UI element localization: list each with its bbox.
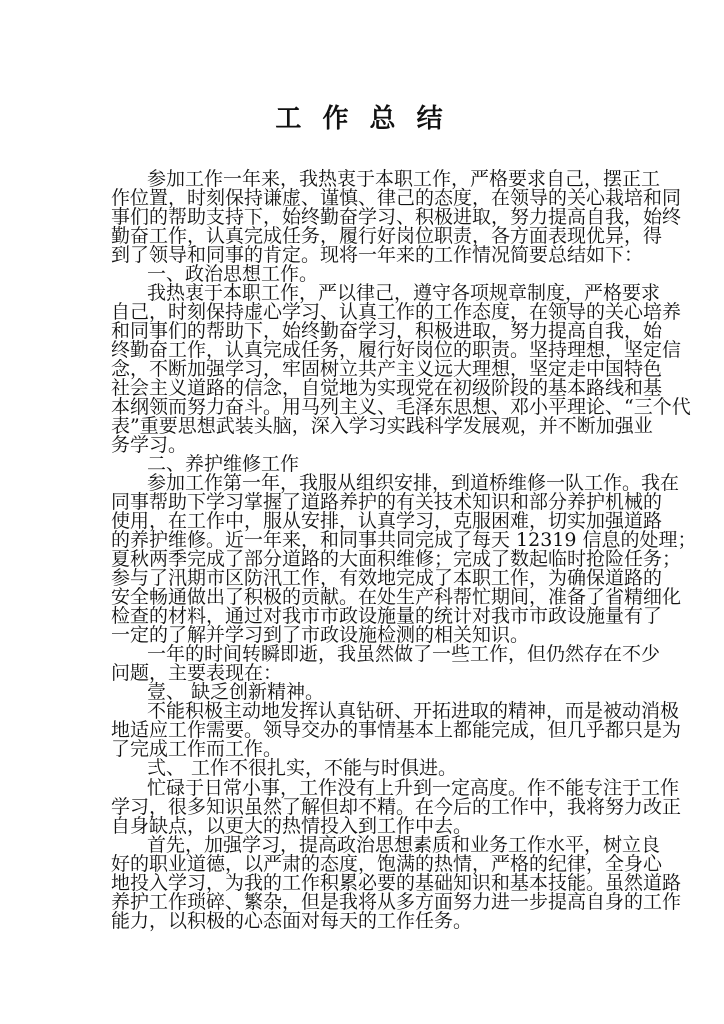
text-line: 了完成工作而工作。 bbox=[111, 738, 283, 761]
text-line: 检查的材料，通过对我市市政设施量的统计对我市市政设施量有了 bbox=[111, 605, 663, 628]
text-line: 社会主义道路的信念，自觉地为实现党在初级阶段的基本路线和基 bbox=[111, 377, 663, 400]
text-line: 我热衷于本职工作，严以律己，遵守各项规章制度，严格要求 bbox=[147, 282, 661, 305]
paragraph bbox=[111, 472, 697, 647]
paragraph bbox=[111, 776, 682, 837]
text-line: 参加工作一年来，我热衷于本职工作，严格要求自己，摆正工 bbox=[147, 168, 661, 190]
text-line: 弍、 工作不很扎实，不能与时俱进。 bbox=[147, 757, 458, 780]
text-line: 好的职业道德，以严肃的态度，饱满的热情，严格的纪律，全身心 bbox=[111, 852, 663, 875]
text-line: 表”重要思想武装头脑，深入学习实践科学发展观，并不断加强业 bbox=[111, 415, 653, 438]
text-line: 务学习。 bbox=[111, 434, 188, 457]
text-line: 二、养护维修工作 bbox=[147, 453, 300, 476]
text-line: 事们的帮助支持下，始终勤奋学习、积极进取，努力提高自我，始终 bbox=[111, 206, 682, 229]
text-line: 的养护维修。近一年来，和同事共同完成了每天 12319 信息的处理； bbox=[111, 529, 697, 552]
text-line: 不能积极主动地发挥认真钻研、开拓进取的精神，而是被动消极 bbox=[147, 700, 680, 723]
text-line: 一年的时间转瞬即逝，我虽然做了一些工作，但仍然存在不少 bbox=[147, 643, 661, 666]
paragraph bbox=[111, 759, 621, 778]
text-line: 壹、 缺乏创新精神。 bbox=[147, 681, 325, 704]
paragraph bbox=[111, 282, 691, 457]
document-body bbox=[111, 168, 697, 932]
text-line: 首先，加强学习，提高政治思想素质和业务工作水平，树立良 bbox=[147, 833, 661, 856]
paragraph bbox=[111, 700, 682, 761]
text-line: 念，不断加强学习，牢固树立共产主义远大理想，坚定走中国特色 bbox=[111, 358, 663, 381]
text-line: 养护工作琐碎、繁杂，但是我将从多方面努力进一步提高自身的工作 bbox=[111, 890, 682, 913]
text-line: 安全畅通做出了积极的贡献。在处生产科帮忙期间，准备了省精细化 bbox=[111, 586, 682, 609]
paragraph bbox=[111, 168, 682, 267]
text-line: 能力，以积极的心态面对每天的工作任务。 bbox=[111, 909, 473, 932]
text-line: 地投入学习，为我的工作积累必要的基础知识和基本技能。虽然道路 bbox=[111, 871, 682, 894]
text-line: 问题，主要表现在： bbox=[111, 662, 283, 685]
text-line: 一、政治思想工作。 bbox=[147, 263, 319, 286]
text-line: 学习，很多知识虽然了解但却不精。在今后的工作中，我将努力改正 bbox=[111, 795, 682, 818]
text-line: 忙碌于日常小事，工作没有上升到一定高度。作不能专注于工作 bbox=[147, 776, 680, 799]
text-line: 终勤奋工作，认真完成任务，履行好岗位的职责。坚持理想，坚定信 bbox=[111, 339, 682, 362]
paragraph bbox=[111, 833, 682, 932]
paragraph bbox=[111, 643, 661, 685]
text-line: 自身缺点，以更大的热情投入到工作中去。 bbox=[111, 814, 473, 837]
text-line: 本纲领而努力奋斗。用马列主义、毛泽东思想、邓小平理论、“三个代 bbox=[111, 396, 691, 419]
text-line: 作位置，时刻保持谦虚、谨慎、律己的态度，在领导的关心栽培和同 bbox=[111, 187, 682, 210]
text-line: 使用，在工作中，服从安排，认真学习，克服困难，切实加强道路 bbox=[111, 510, 663, 533]
text-line: 勤奋工作，认真完成任务，履行好岗位职责，各方面表现优异，得 bbox=[111, 225, 663, 248]
text-line: 夏秋两季完成了部分道路的大面积维修；完成了数起临时抢险任务； bbox=[111, 548, 682, 571]
text-line: 地适应工作需要。领导交办的事情基本上都能完成，但几乎都只是为 bbox=[111, 719, 682, 742]
text-line: 参加工作第一年，我服从组织安排，到道桥维修一队工作。我在 bbox=[147, 472, 680, 495]
text-line: 参与了汛期市区防汛工作，有效地完成了本职工作，为确保道路的 bbox=[111, 567, 663, 590]
text-line: 同事帮助下学习掌握了道路养护的有关技术知识和部分养护机械的 bbox=[111, 491, 663, 514]
text-line: 自己，时刻保持虚心学习、认真工作的工作态度，在领导的关心培养 bbox=[111, 301, 682, 324]
text-line: 到了领导和同事的肯定。现将一年来的工作情况简要总结如下： bbox=[111, 244, 644, 267]
text-line: 一定的了解并学习到了市政设施检测的相关知识。 bbox=[111, 624, 530, 647]
document-title: 工 作 总 结 bbox=[275, 104, 449, 134]
text-line: 和同事们的帮助下，始终勤奋学习，积极进取，努力提高自我，始 bbox=[111, 320, 663, 343]
